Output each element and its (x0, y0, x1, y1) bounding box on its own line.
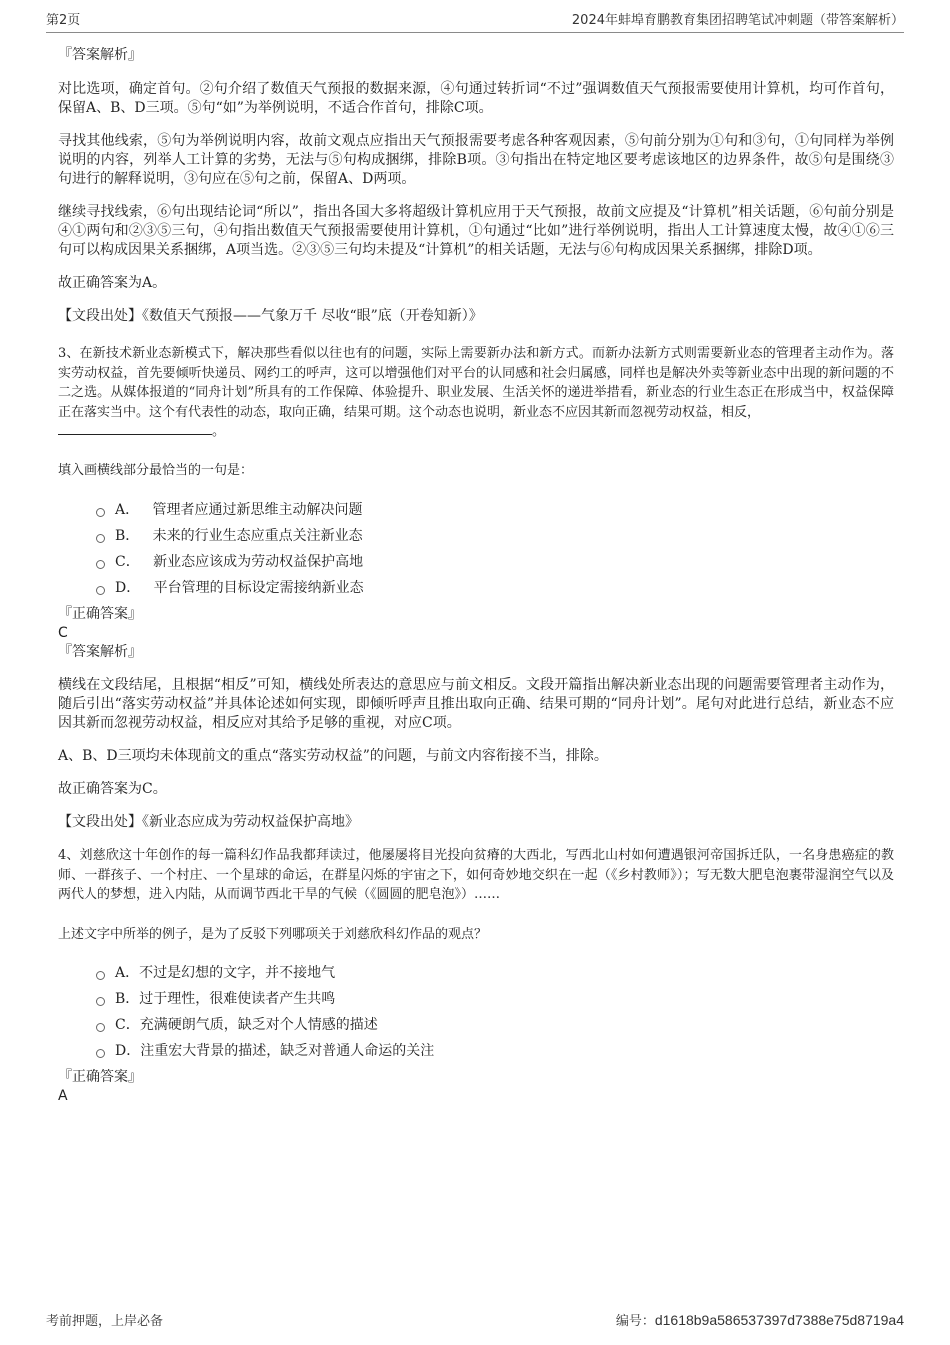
footer-slogan: 考前押题，上岸必备 (46, 1314, 164, 1329)
analysis-paragraph: A、B、D三项均未体现前文的重点“落实劳动权益”的问题，与前文内容衔接不当，排除。 (58, 748, 608, 764)
radio-icon[interactable] (96, 560, 105, 569)
radio-icon[interactable] (96, 997, 105, 1006)
question-prompt: 上述文字中所举的例子，是为了反驳下列哪项关于刘慈欣科幻作品的观点？ (58, 926, 488, 942)
radio-icon[interactable] (96, 1049, 105, 1058)
option-d[interactable]: D． 注重宏大背景的描述，缺乏对普通人命运的关注 (96, 1038, 894, 1064)
source-text: 【文段出处】《数值天气预报——气象万千 尽收“眼”底（开卷知新）》 (58, 308, 483, 324)
radio-icon[interactable] (96, 1023, 105, 1032)
radio-icon[interactable] (96, 534, 105, 543)
correct-answer-label: 『正确答案』 (58, 1069, 142, 1085)
option-b[interactable]: B． 过于理性，很难使读者产生共鸣 (96, 986, 894, 1012)
correct-answer: C (58, 625, 68, 641)
analysis-paragraph: 继续寻找线索，⑥句出现结论词“所以”，指出各国大多将超级计算机应用于天气预报，故前文应提及“计算机”相关话题，⑥句前分别是④①两句和②③⑤三句，④句指出数值天气预报需要使用计算机，①句通过“比如”进行举例说明，指出人工计算速度太慢，故④①⑥三句可以构成因果关系捆绑，A项当选。②③⑤三句均未提及“计算机”的相关话题，无法与⑥句构成因果关系捆绑，排除D项。 (58, 204, 894, 258)
correct-answer: A (58, 1088, 68, 1104)
option-a[interactable]: A． 不过是幻想的文字，并不接地气 (96, 960, 894, 986)
question-3 (58, 344, 894, 832)
question-4 (58, 846, 894, 1106)
radio-icon[interactable] (96, 586, 105, 595)
option-c[interactable]: C． 充满硬朗气质，缺乏对个人情感的描述 (96, 1012, 894, 1038)
analysis-paragraph: 横线在文段结尾，且根据“相反”可知，横线处所表达的意思应与前文相反。文段开篇指出解决新业态出现的问题需要管理者主动作为，随后引出“落实劳动权益”并具体论述如何实现，即倾听呼声且推出取向正确、结果可期的“同舟计划”。尾句对此进行总结，新业态不应因其新而忽视劳动权益，相反应对其给予足够的重视，对应C项。 (58, 677, 894, 731)
analysis-paragraph: 寻找其他线索，⑤句为举例说明内容，故前文观点应指出天气预报需要考虑各种客观因素，⑤句前分别为①句和③句，①句同样为举例说明的内容，列举人工计算的劣势，无法与⑤句构成捆绑，排除B项。③句指出在特定地区要考虑该地区的边界条件，故⑤句是围绕③句进行的解释说明，③句应在⑤句之前，保留A、D两项。 (58, 133, 894, 187)
radio-icon[interactable] (96, 508, 105, 517)
radio-icon[interactable] (96, 971, 105, 980)
option-c[interactable]: C． 新业态应该成为劳动权益保护高地 (96, 549, 894, 575)
option-list (58, 960, 894, 1064)
answer-blank (58, 422, 212, 435)
correct-answer-label: 『正确答案』 (58, 606, 142, 622)
conclusion-text: 故正确答案为C。 (58, 781, 167, 797)
page-number: 第2页 (46, 13, 81, 28)
document-code: 编号：d1618b9a586537397d7388e75d8719a4 (615, 1312, 904, 1329)
question-prompt: 填入画横线部分最恰当的一句是： (58, 462, 254, 478)
page-content (58, 46, 894, 1106)
option-b[interactable]: B． 未来的行业生态应重点关注新业态 (96, 523, 894, 549)
source-text: 【文段出处】《新业态应成为劳动权益保护高地》 (58, 814, 359, 830)
question-text: 4、刘慈欣这十年创作的每一篇科幻作品我都拜读过，他屡屡将目光投向贫瘠的大西北，写西北山村如何遭遇银河帝国拆迁队，一名身患癌症的教师、一群孩子、一个村庄、一个星球的命运，在群星闪烁的宇宙之下，如何奇妙地交织在一起（《乡村教师》）；写无数大肥皂泡裹带湿润空气以及两代人的梦想，进入内陆，从而调节西北干旱的气候（《圆圆的肥皂泡》）…… (58, 848, 894, 902)
analysis-label: 『答案解析』 (58, 644, 142, 660)
option-list (58, 497, 894, 601)
option-d[interactable]: D． 平台管理的目标设定需接纳新业态 (96, 575, 894, 601)
page-header (46, 10, 904, 33)
document-title: 2024年蚌埠育鹏教育集团招聘笔试冲刺题（带答案解析） (571, 13, 904, 28)
analysis-paragraph: 对比选项，确定首句。②句介绍了数值天气预报的数据来源，④句通过转折词“不过”强调数值天气预报需要使用计算机，均可作首句，保留A、B、D三项。⑤句“如”为举例说明，不适合作首句，排除C项。 (58, 81, 894, 116)
option-a[interactable]: A． 管理者应通过新思维主动解决问题 (96, 497, 894, 523)
conclusion-text: 故正确答案为A。 (58, 275, 167, 291)
question-text: 3、在新技术新业态新模式下，解决那些看似以往也有的问题，实际上需要新办法和新方式。而新办法新方式则需要新业态的管理者主动作为。落实劳动权益，首先要倾听快递员、网约工的呼声，这可以增强他们对平台的认同感和社会归属感，同样也是解决外卖等新业态中出现的新问题的不二之选。从媒体报道的“同舟计划”所具有的工作保障、体验提升、职业发展、生活关怀的递进举措看，新业态的行业生态正在形成当中，权益保障正在落实当中。这个有代表性的动态，取向正确，结果可期。这个动态也说明，新业态不应因其新而忽视劳动权益，相反， 。 (58, 346, 894, 439)
analysis-label: 『答案解析』 (58, 47, 142, 63)
